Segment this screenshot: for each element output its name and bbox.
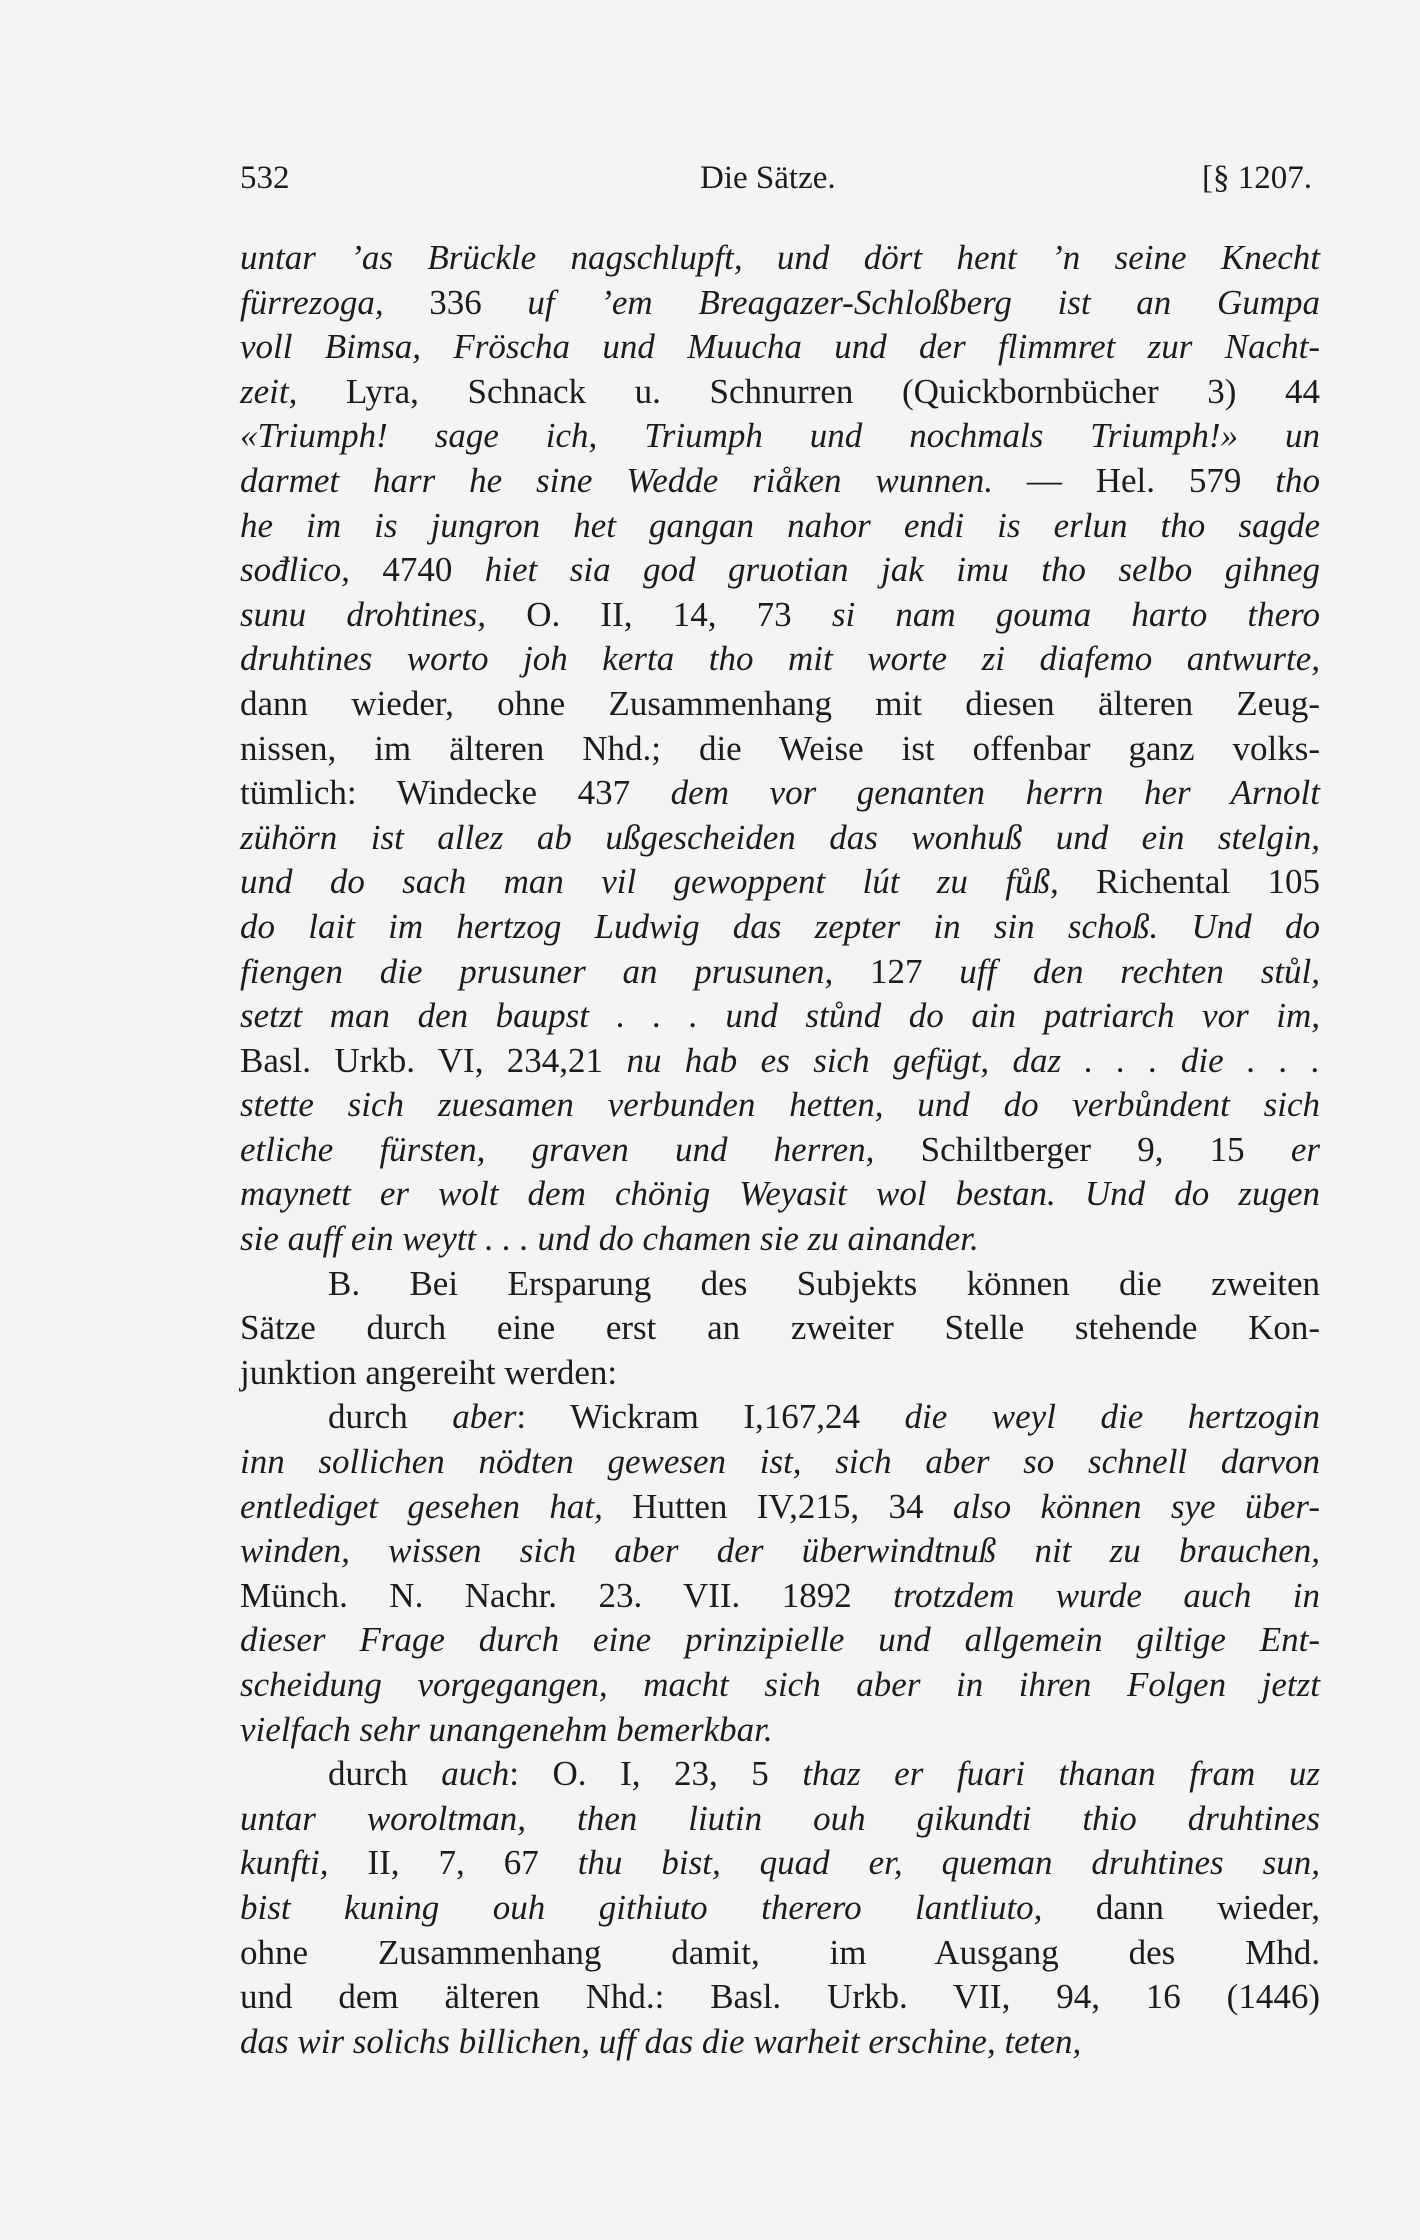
roman-text: Sätze durch eine erst an zweiter Stelle stehende Kon- xyxy=(240,1308,1320,1348)
text-line xyxy=(240,1306,1320,1351)
italic-quote: zühörn ist allez ab ußgescheiden das wonhuß und ein stelgin, xyxy=(240,817,1320,857)
italic-quote: stette sich zuesamen verbunden hetten, und do verbůndent sich xyxy=(240,1085,1320,1125)
roman-text: ohne Zusammenhang damit, im Ausgang des Mhd. xyxy=(240,1932,1320,1972)
italic-quote: untar ’as Brückle nagschlupft, und dört hent ’n seine Knecht xyxy=(240,238,1320,277)
roman-text: 127 xyxy=(833,951,960,991)
text-line xyxy=(240,1485,1320,1530)
roman-text: und dem älteren Nhd.: Basl. Urkb. VII, 94, 16 (1446) xyxy=(240,1977,1320,2017)
text-line xyxy=(240,325,1320,370)
roman-text: B. Bei Ersparung des Subjekts können die zweiten xyxy=(328,1263,1320,1303)
roman-text: : O. I, 23, 5 xyxy=(509,1754,803,1794)
roman-text: dann wieder, ohne Zusammenhang mit diesen älteren Zeug- xyxy=(240,683,1320,723)
roman-text: Basl. Urkb. VI, 234,21 xyxy=(240,1040,627,1080)
text-line xyxy=(240,593,1320,638)
italic-quote: untar woroltman, then liutin ouh gikundti thio druhtines xyxy=(240,1798,1320,1838)
text-line xyxy=(240,1039,1320,1084)
roman-text: tümlich: Windecke 437 xyxy=(240,773,671,813)
italic-quote: uf ’em Breagazer-Schloßberg ist an Gumpa xyxy=(527,282,1320,322)
italic-quote: tho xyxy=(1275,460,1320,500)
text-line xyxy=(240,1841,1320,1886)
text-line xyxy=(240,1975,1320,2020)
roman-text: Lyra, Schnack u. Schnurren (Quickbornbücher 3) 44 xyxy=(297,371,1320,411)
text-line xyxy=(240,459,1320,504)
italic-quote: sunu drohtines, xyxy=(240,594,486,634)
text-line xyxy=(240,637,1320,682)
text-line xyxy=(240,281,1320,326)
italic-quote: dem vor genanten herrn her Arnolt xyxy=(670,773,1320,813)
text-line xyxy=(240,1440,1320,1485)
roman-text: 4740 xyxy=(349,550,485,590)
text-line xyxy=(240,1663,1320,1708)
italic-quote: kunfti, xyxy=(240,1843,329,1883)
running-header xyxy=(240,160,1320,204)
italic-quote: winden, wissen sich aber der überwindtnuß nit zu brauchen, xyxy=(240,1531,1320,1571)
text-line xyxy=(240,860,1320,905)
text-line xyxy=(240,950,1320,995)
header-title: Die Sätze. xyxy=(700,160,836,196)
text-line xyxy=(240,370,1320,415)
roman-text: junktion angereiht werden: xyxy=(240,1352,618,1392)
italic-quote: setzt man den baupst . . . und stůnd do ain patriarch vor im, xyxy=(240,996,1320,1036)
italic-quote: trotzdem wurde auch in xyxy=(893,1575,1320,1615)
text-line xyxy=(240,771,1320,816)
roman-text: O. II, 14, 73 xyxy=(486,594,832,634)
italic-quote: etliche fürsten, graven und herren, xyxy=(240,1129,875,1169)
italic-quote: thu bist, quad er, queman druhtines sun, xyxy=(577,1843,1321,1883)
text-line xyxy=(240,1574,1320,1619)
text-line xyxy=(240,414,1320,459)
text-line xyxy=(240,905,1320,950)
text-line xyxy=(240,548,1320,593)
italic-quote: hiet sia god gruotian jak imu tho selbo gihneg xyxy=(484,550,1320,590)
roman-text: — Hel. 579 xyxy=(993,460,1276,500)
text-line xyxy=(240,1395,1320,1440)
text-line xyxy=(240,1886,1320,1931)
roman-text: 336 xyxy=(383,282,528,322)
text-line xyxy=(240,994,1320,1039)
italic-quote: bist kuning ouh githiuto therero lantliuto, xyxy=(240,1887,1043,1927)
italic-quote: entlediget gesehen hat, xyxy=(240,1486,603,1526)
text-line xyxy=(240,1128,1320,1173)
italic-quote: das wir solichs billichen, uff das die warheit erschine, teten, xyxy=(240,2021,1082,2061)
italic-quote: he im is jungron het gangan nahor endi is erlun tho sagde xyxy=(240,505,1320,545)
italic-quote: fürrezoga, xyxy=(240,282,384,322)
italic-quote: druhtines worto joh kerta tho mit worte zi diafemo antwurte, xyxy=(240,639,1320,679)
text-line xyxy=(240,682,1320,727)
italic-quote: also können sye über- xyxy=(952,1486,1320,1526)
italic-quote: maynett er wolt dem chönig Weyasit wol bestan. Und do zugen xyxy=(240,1174,1320,1214)
italic-quote: voll Bimsa, Fröscha und Muucha und der flimmret zur Nacht- xyxy=(240,327,1320,367)
roman-text: nissen, im älteren Nhd.; die Weise ist offenbar ganz volks- xyxy=(240,728,1320,768)
italic-quote: «Triumph! sage ich, Triumph und nochmals Triumph!» un xyxy=(240,416,1320,456)
text-line xyxy=(240,1217,1320,1262)
roman-text: Richental 105 xyxy=(1058,862,1320,902)
page-number: 532 xyxy=(240,160,290,196)
italic-quote: er xyxy=(1290,1129,1320,1169)
italic-quote: darmet harr he sine Wedde riåken wunnen. xyxy=(240,460,994,500)
italic-quote: aber xyxy=(452,1397,517,1437)
italic-quote: si nam gouma harto thero xyxy=(831,594,1320,634)
text-line xyxy=(240,727,1320,772)
roman-text: dann wieder, xyxy=(1042,1887,1320,1927)
text-line xyxy=(240,1752,1320,1797)
text-line xyxy=(240,1083,1320,1128)
roman-text: Münch. N. Nachr. 23. VII. 1892 xyxy=(240,1575,894,1615)
text-line xyxy=(240,1172,1320,1217)
section-number: [§ 1207. xyxy=(1202,160,1312,196)
roman-text: Hutten IV,215, 34 xyxy=(602,1486,953,1526)
italic-quote: uff den rechten stůl, xyxy=(959,951,1321,991)
italic-quote: sie auff ein weytt . . . und do chamen sie zu ainander. xyxy=(240,1219,979,1259)
text-line xyxy=(240,1708,1320,1753)
body-text xyxy=(240,236,1320,2064)
roman-text: Schiltberger 9, 15 xyxy=(874,1129,1291,1169)
roman-text: II, 7, 67 xyxy=(328,1843,578,1883)
italic-quote: sođlico, xyxy=(240,550,350,590)
italic-quote: dieser Frage durch eine prinzipielle und allgemein giltige Ent- xyxy=(240,1620,1320,1660)
text-line xyxy=(240,1351,1320,1396)
text-line xyxy=(240,1262,1320,1307)
italic-quote: do lait im hertzog Ludwig das zepter in sin schoß. Und do xyxy=(240,906,1320,946)
roman-text: : Wickram I,167,24 xyxy=(516,1397,905,1437)
italic-quote: thaz er fuari thanan fram uz xyxy=(802,1754,1320,1794)
italic-quote: vielfach sehr unangenehm bemerkbar. xyxy=(240,1709,773,1749)
italic-quote: inn sollichen nödten gewesen ist, sich aber so schnell darvon xyxy=(240,1442,1320,1482)
roman-text: durch xyxy=(328,1397,453,1437)
italic-quote: die weyl die hertzogin xyxy=(904,1397,1320,1437)
text-line xyxy=(240,1797,1320,1842)
roman-text: durch xyxy=(328,1754,442,1794)
italic-quote: und do sach man vil gewoppent lút zu fůß, xyxy=(240,862,1059,902)
text-line xyxy=(240,816,1320,861)
italic-quote: scheidung vorgegangen, macht sich aber in ihren Folgen jetzt xyxy=(240,1665,1320,1704)
text-line xyxy=(240,504,1320,549)
italic-quote: zeit, xyxy=(240,371,298,411)
text-line xyxy=(240,1529,1320,1574)
text-line xyxy=(240,236,1320,281)
text-line xyxy=(240,2020,1320,2065)
text-line xyxy=(240,1618,1320,1663)
italic-quote: nu hab es sich gefügt, daz . . . die . . . xyxy=(626,1040,1320,1080)
italic-quote: fiengen die prusuner an prusunen, xyxy=(240,951,834,991)
text-line xyxy=(240,1931,1320,1976)
italic-quote: auch xyxy=(441,1754,510,1794)
